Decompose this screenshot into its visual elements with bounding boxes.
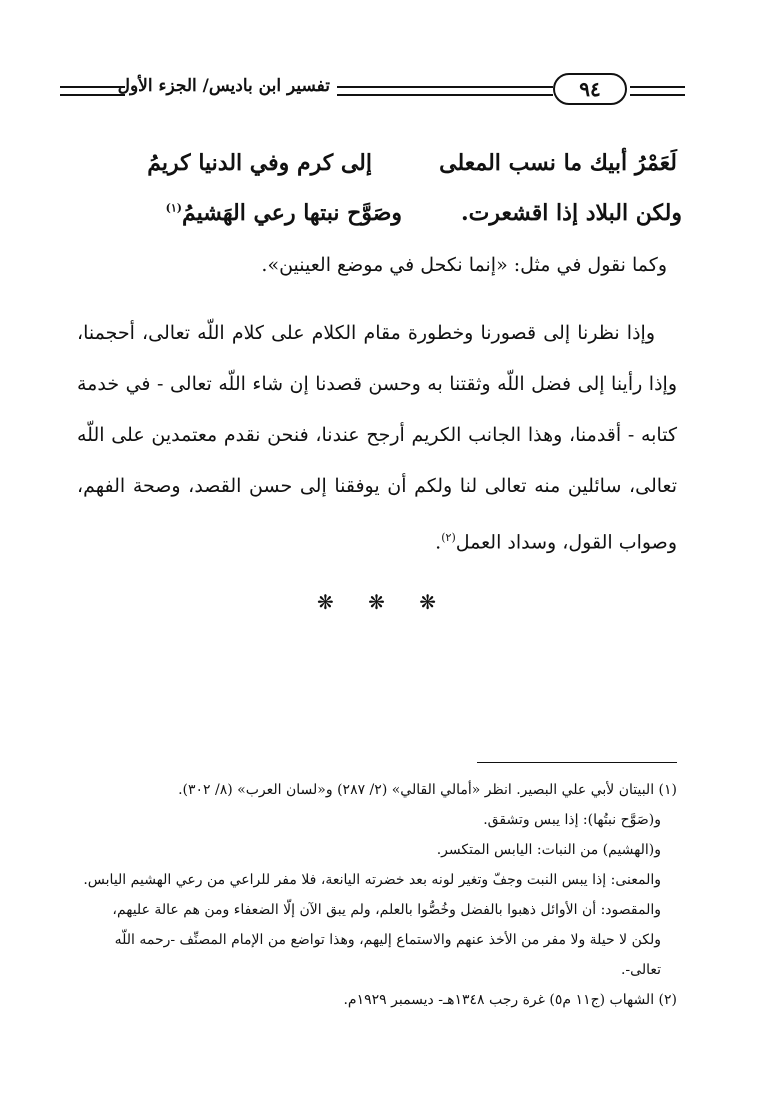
verse-1-hemistich-2: إلى كرم وفي الدنيا كريمُ — [147, 150, 372, 176]
footnote-1-meaning: والمعنى: إذا يبس النبت وجفّ وتغير لونه بعد خضرته اليانعة، فلا مفر للراعي من رعي الهشيم اليابس. — [83, 872, 661, 888]
section-separator: ❋ ❋ ❋ — [317, 590, 450, 614]
verse-2-hemistich-1: ولكن البلاد إذا اقشعرت. — [461, 200, 682, 226]
footnote-divider — [477, 762, 677, 763]
footnote-ref-2: (٢) — [441, 531, 456, 544]
paragraph-end: . — [435, 531, 442, 554]
footnote-1-gloss-a: و(صَوَّح نبتُها): إذا يبس وتشقق. — [483, 812, 661, 828]
verse-1-hemistich-1: لَعَمْرُ أبيك ما نسب المعلى — [439, 150, 677, 176]
page-number: ٩٤ — [553, 73, 627, 105]
footnote-2: (٢) الشهاب (ج١١ م٥) غرة رجب ١٣٤٨هـ- ديسمبر ١٩٢٩م. — [343, 992, 677, 1008]
footnotes — [82, 775, 677, 1015]
footnote-1-intent: والمقصود: أن الأوائل ذهبوا بالفضل وخُصُّوا بالعلم، ولم يبق الآن إلّا الضعفاء ومن هم عالة عليهم، ولكن لا حيلة ولا مفر من الأخذ عنهم والاستماع إليهم، وهذا تواضع من الإمام المصنِّف -رحمه اللّه تعالى-. — [112, 902, 661, 978]
header-rule-left — [60, 86, 125, 96]
paragraph-text: وإذا نظرنا إلى قصورنا وخطورة مقام الكلام على كلام اللّه تعالى، أحجمنا، وإذا رأينا إلى فضل اللّه وثقتنا به وحسن قصدنا إن شاء اللّه تعالى - في خدمة كتابه - أقدمنا، وهذا الجانب الكريم أرجح عندنا، فنحن نقدم معتمدين على اللّه تعالى، سائلين منه تعالى لنا ولكم أن يوفقنا إلى حسن القصد، وصحة الفهم، وصواب القول، وسداد العمل — [77, 322, 677, 554]
verse-2-text: وصَوَّح نبتها رعي الهَشيمُ — [181, 200, 402, 226]
running-header — [60, 70, 685, 106]
header-rule-right — [630, 86, 685, 96]
verse-2-hemistich-2 — [166, 200, 402, 226]
footnote-1-gloss-b: و(الهشيم) من النبات: اليابس المتكسر. — [436, 842, 661, 858]
running-title: تفسير ابن باديس/ الجزء الأول — [117, 76, 330, 96]
footnote-1: (١) البيتان لأبي علي البصير. انظر «أمالي القالي» (٢/ ٢٨٧) و«لسان العرب» (٨/ ٣٠٢). — [178, 782, 677, 798]
proverb-line: وكما نقول في مثل: «إنما نكحل في موضع العينين». — [261, 254, 667, 276]
header-rule-middle — [337, 86, 553, 96]
footnote-ref-1: (١) — [165, 201, 182, 215]
body-paragraph — [77, 308, 677, 568]
